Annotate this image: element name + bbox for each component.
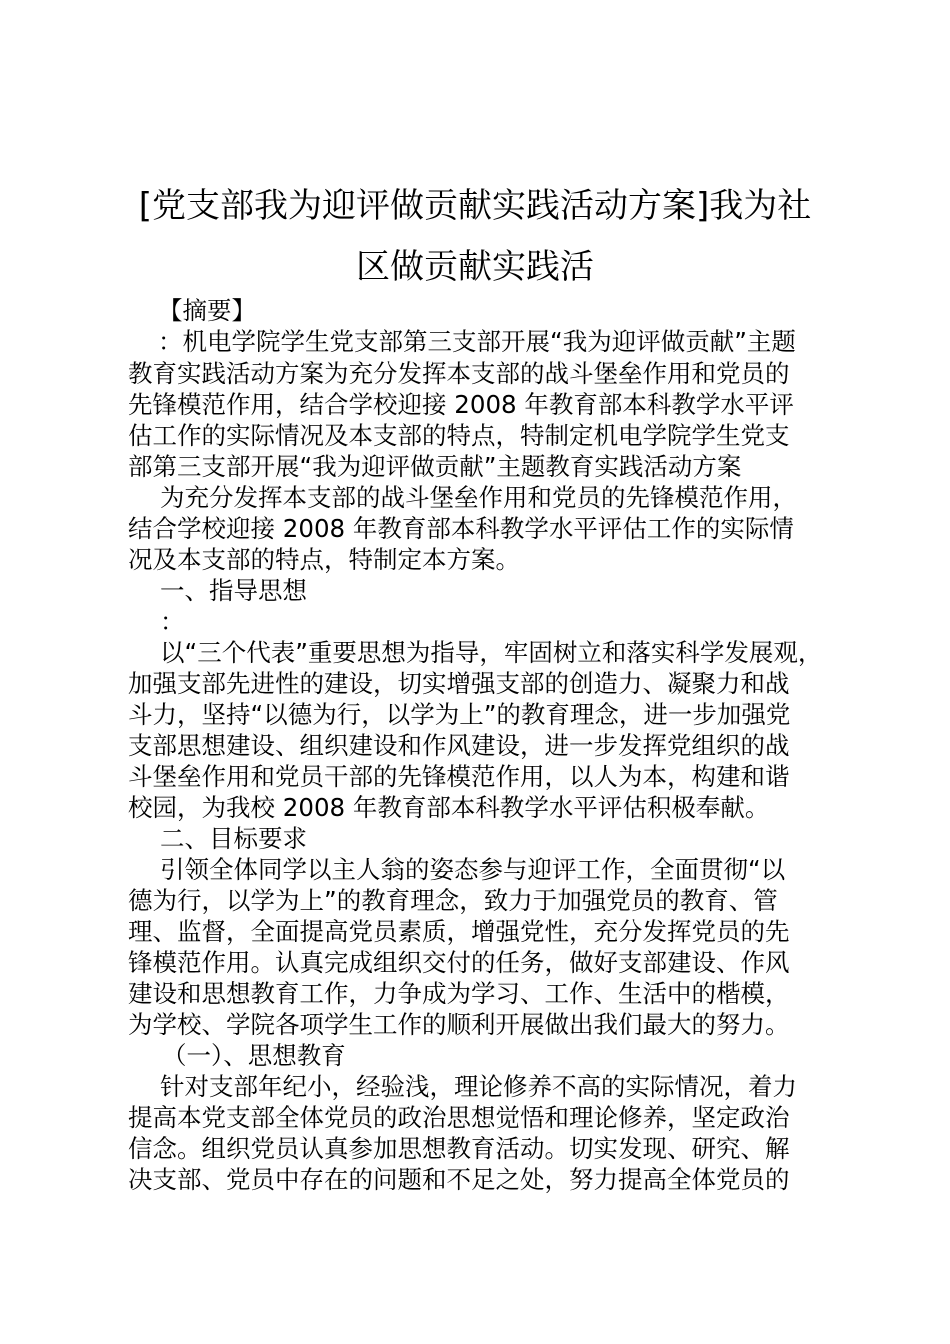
body-line: 结合学校迎接 2008 年教育部本科教学水平评估工作的实际情 — [128, 514, 794, 543]
body-line: 斗力，坚持“以德为行，以学为上”的教育理念，进一步加强党 — [128, 700, 791, 729]
body-line: ：机电学院学生党支部第三支部开展“我为迎评做贡献”主题 — [158, 327, 796, 356]
body-line: 引领全体同学以主人翁的姿态参与迎评工作，全面贯彻“以 — [160, 855, 786, 884]
body-line: ： — [160, 607, 185, 636]
body-line: 估工作的实际情况及本支部的特点，特制定机电学院学生党支 — [128, 421, 790, 450]
title-line-1: [党支部我为迎评做贡献实践活动方案]我为社 — [138, 186, 812, 226]
body-line: 支部思想建设、组织建设和作风建设，进一步发挥党组织的战 — [128, 731, 790, 760]
section-heading: 一、指导思想 — [160, 576, 307, 605]
body-line: 决支部、党员中存在的问题和不足之处，努力提高全体党员的 — [128, 1165, 790, 1194]
body-line: 德为行，以学为上”的教育理念，致力于加强党员的教育、管 — [128, 886, 778, 915]
section-heading: 二、目标要求 — [160, 824, 307, 853]
body-line: 针对支部年纪小，经验浅，理论修养不高的实际情况，着力 — [160, 1072, 797, 1101]
abstract-label: 【摘要】 — [158, 296, 256, 325]
body-line: 建设和思想教育工作，力争成为学习、工作、生活中的楷模， — [128, 979, 790, 1008]
body-line: 锋模范作用。认真完成组织交付的任务，做好支部建设、作风 — [128, 948, 790, 977]
body-line: 以“三个代表”重要思想为指导，牢固树立和落实科学发展观， — [160, 638, 823, 667]
body-line: 理、监督，全面提高党员素质，增强党性，充分发挥党员的先 — [128, 917, 790, 946]
body-line: 斗堡垒作用和党员干部的先锋模范作用，以人为本，构建和谐 — [128, 762, 790, 791]
body-line: 信念。组织党员认真参加思想教育活动。切实发现、研究、解 — [128, 1134, 790, 1163]
title-line-2: 区做贡献实践活 — [356, 247, 594, 287]
body-line: 况及本支部的特点，特制定本方案。 — [128, 545, 520, 574]
body-line: 加强支部先进性的建设，切实增强支部的创造力、凝聚力和战 — [128, 669, 790, 698]
body-line: 先锋模范作用，结合学校迎接 2008 年教育部本科教学水平评 — [128, 390, 794, 419]
body-line: 教育实践活动方案为充分发挥本支部的战斗堡垒作用和党员的 — [128, 359, 790, 388]
body-line: 提高本党支部全体党员的政治思想觉悟和理论修养，坚定政治 — [128, 1103, 790, 1132]
body-line: 校园，为我校 2008 年教育部本科教学水平评估积极奉献。 — [128, 793, 770, 822]
body-line: 为学校、学院各项学生工作的顺利开展做出我们最大的努力。 — [128, 1010, 790, 1039]
body-line: 部第三支部开展“我为迎评做贡献”主题教育实践活动方案 — [128, 452, 742, 481]
subsection-heading: （一）、思想教育 — [162, 1041, 346, 1070]
body-line: 为充分发挥本支部的战斗堡垒作用和党员的先锋模范作用， — [160, 483, 797, 512]
